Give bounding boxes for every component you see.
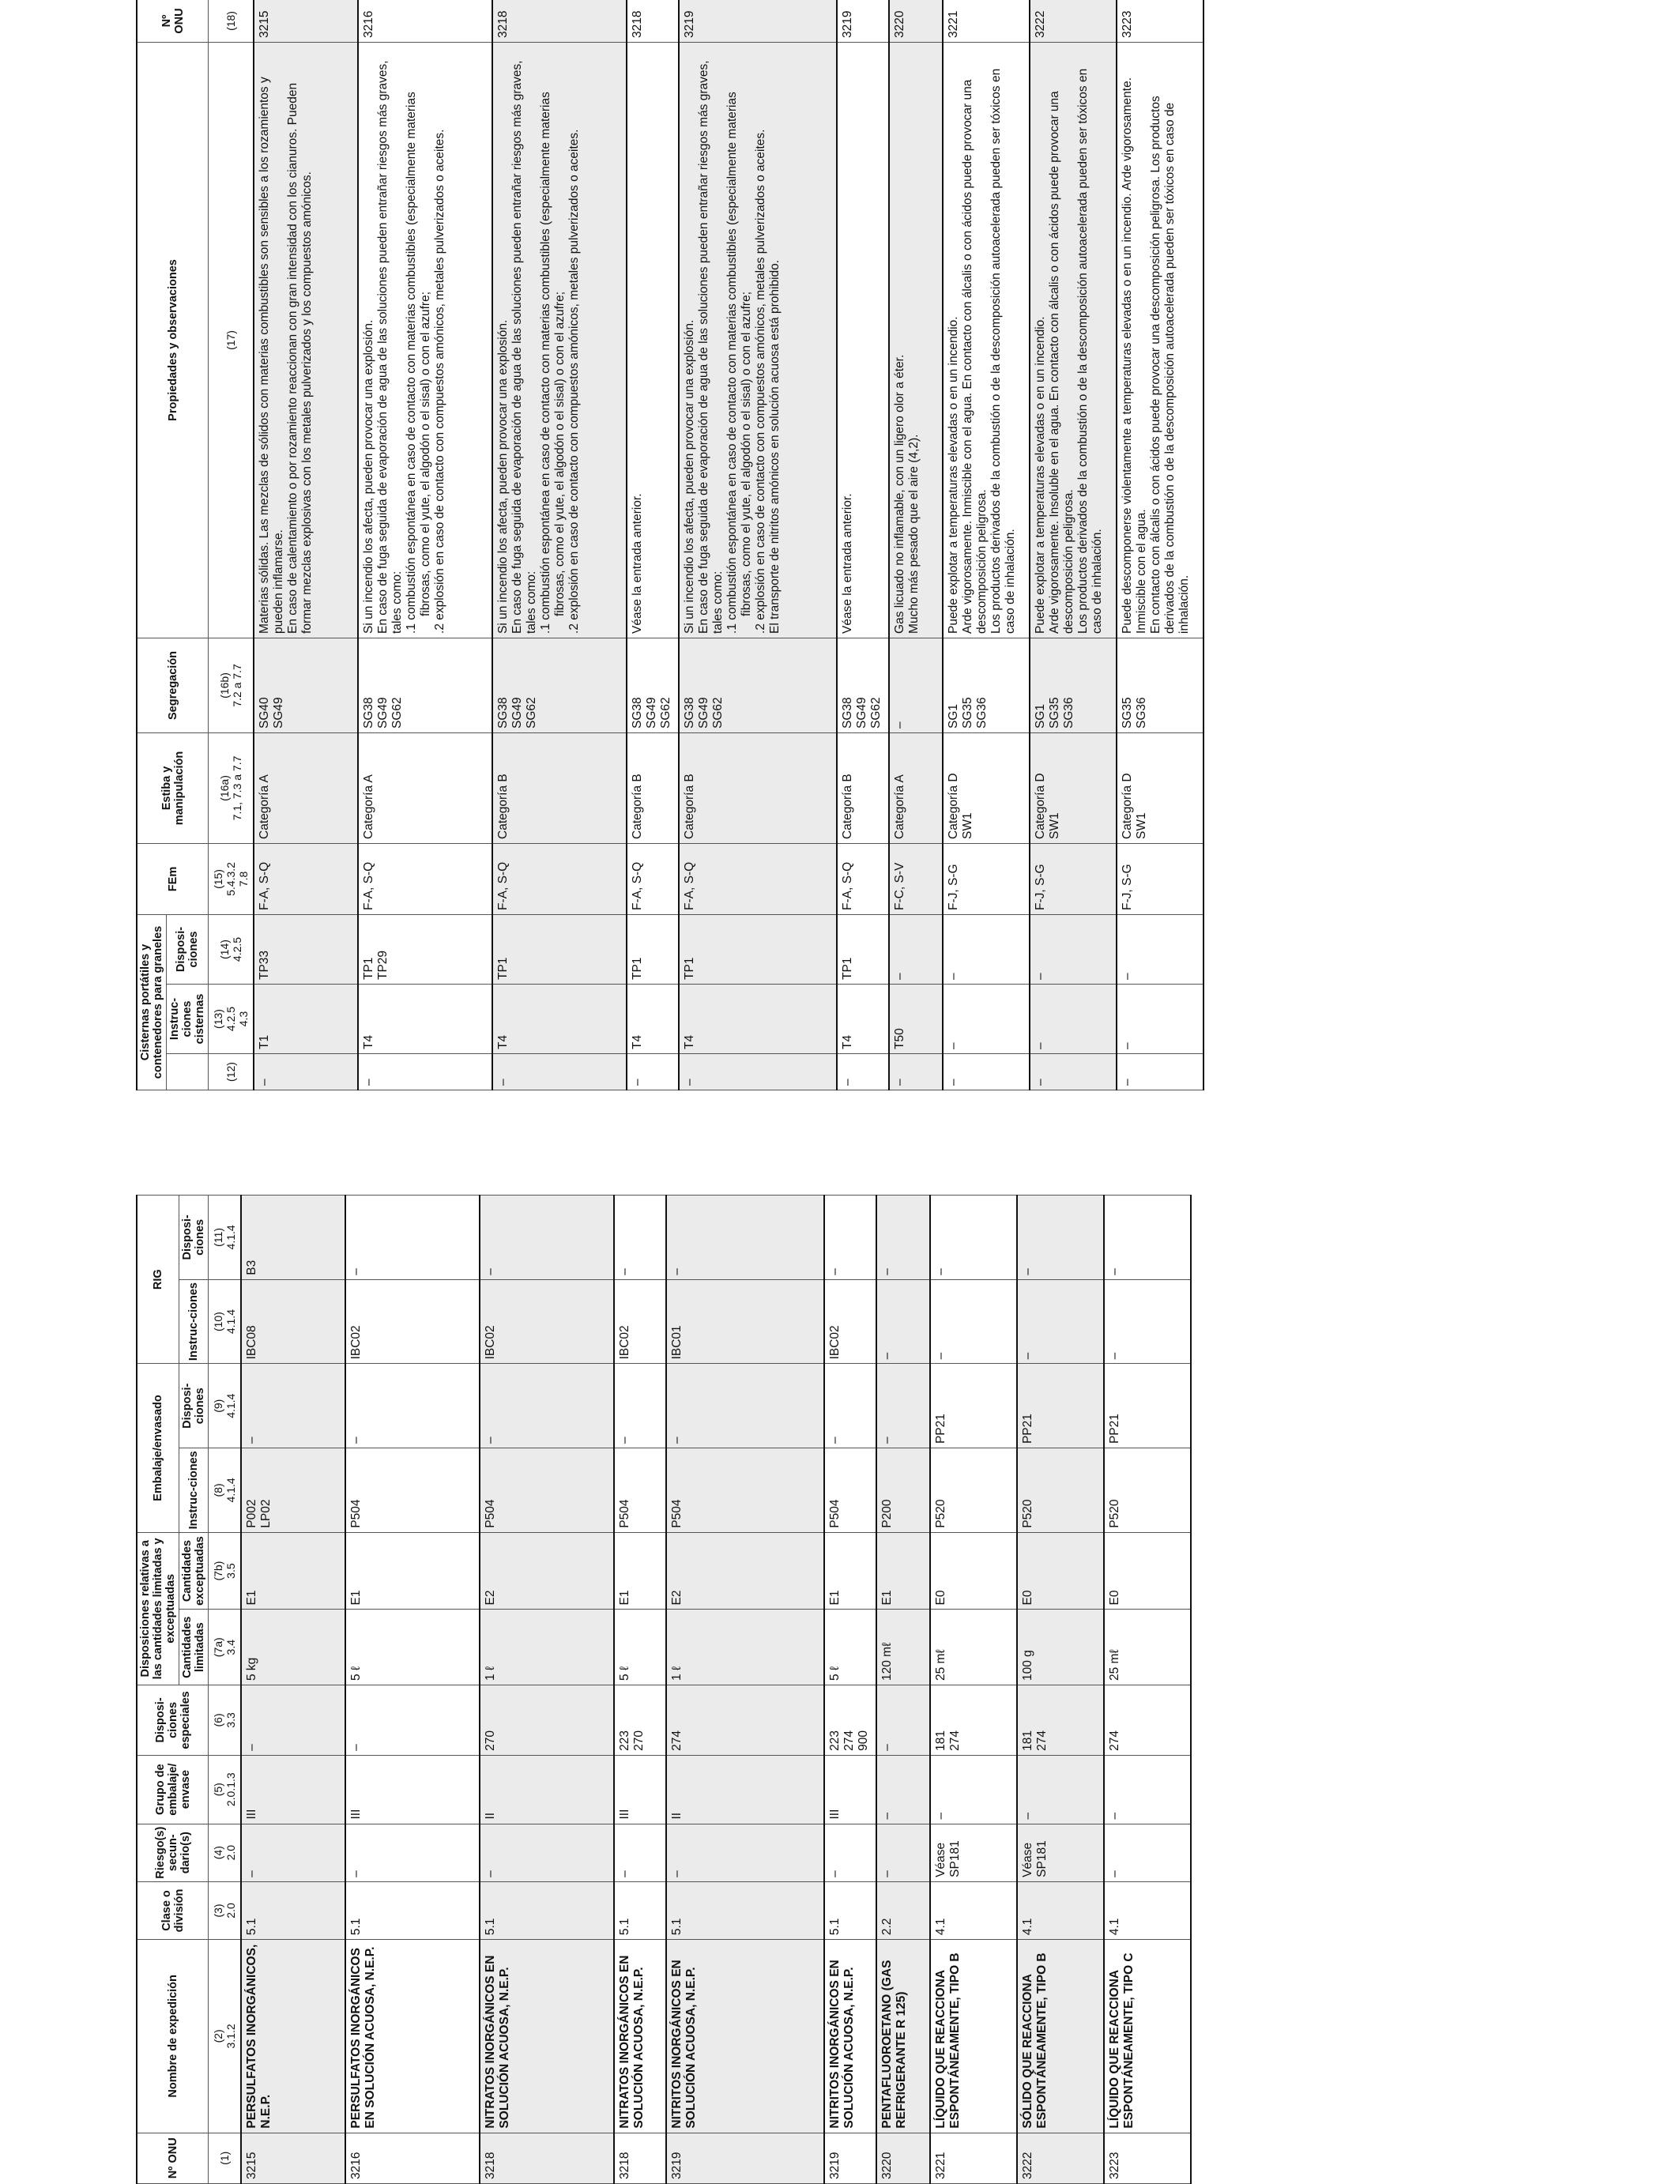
segregation-cell: SG38 SG49 SG62	[837, 638, 889, 732]
header-emb-instr: Instruc-ciones	[179, 1448, 209, 1533]
subsidiary-risk-cell: Véase SP181	[1017, 1824, 1104, 1881]
shipping-name-cell: PERSULFATOS INORGÁNICOS EN SOLUCIÓN ACUOSA, N.E.P.	[345, 1940, 480, 2133]
ibc-instruction-cell: –	[930, 1279, 1017, 1364]
shipping-name-cell: NITRITOS INORGÁNICOS EN SOLUCIÓN ACUOSA, N.E.P.	[824, 1940, 876, 2133]
stowage-cell: Categoría B	[627, 732, 679, 843]
header-propiedades: Propiedades y observaciones	[137, 42, 209, 638]
ibc-instruction-cell: –	[1104, 1279, 1191, 1364]
table-row	[614, 1196, 666, 2184]
table-row	[358, 0, 492, 1090]
packing-provision-cell: –	[480, 1364, 614, 1448]
tank-provision-cell: –	[1117, 914, 1203, 984]
table-row	[943, 0, 1030, 1090]
properties-paragraph: En contacto con álcalis o con ácidos puede provocar una descomposición peligrosa. Los productos derivados de la combustión o de la descomposición autoacelerada pueden ser tóxicos en caso de inhalación.	[1149, 96, 1191, 634]
segregation-cell: SG35 SG36	[1117, 638, 1203, 732]
limited-quantity-cell: 5 ℓ	[345, 1610, 480, 1685]
un-number-right-cell: 3221	[943, 0, 1030, 42]
properties-paragraph: Si un incendio los afecta, pueden provocar una explosión.	[496, 319, 510, 634]
un-number-right-cell: 3219	[837, 0, 889, 42]
excepted-quantity-cell: E0	[930, 1532, 1017, 1610]
segregation-cell: SG38 SG49 SG62	[627, 638, 679, 732]
colnum-10: (10) 4.1.4	[209, 1279, 242, 1364]
packing-provision-cell: PP21	[930, 1364, 1017, 1448]
stowage-cell: Categoría D SW1	[1117, 732, 1203, 843]
packing-instruction-cell: P520	[1017, 1448, 1104, 1533]
header-rig-instr: Instruc-ciones	[179, 1279, 209, 1364]
ibc-instruction-cell: IBC01	[666, 1279, 824, 1364]
properties-cell	[1030, 42, 1117, 638]
tank-instruction-cell: T4	[492, 985, 627, 1054]
stowage-cell: Categoría B	[492, 732, 627, 843]
colnum-6: (6) 3.3	[209, 1685, 242, 1756]
table-row	[345, 1196, 480, 2184]
properties-paragraph: Los productos derivados de la combustión o de la descomposición autoacelerada pueden ser tóxicos en caso de inhalación.	[1076, 68, 1104, 634]
packing-group-cell: III	[241, 1755, 345, 1824]
header-emb-disp: Disposi-ciones	[179, 1364, 209, 1448]
dangerous-goods-table-part-1	[136, 1195, 1192, 2184]
header-nombre: Nombre de expedición	[137, 1940, 209, 2133]
dangerous-goods-table-part-2	[136, 0, 1204, 1090]
table-row	[627, 0, 679, 1090]
ems-cell: F-A, S-Q	[358, 843, 492, 914]
ems-cell: F-J, S-G	[943, 843, 1030, 914]
shipping-name-cell: LÍQUIDO QUE REACCIONA ESPONTÁNEAMENTE, TIPO C	[1104, 1940, 1191, 2133]
colnum-16b: (16b) 7.2 a 7.7	[209, 638, 254, 732]
table-part-1	[136, 1195, 1484, 2184]
stowage-cell: Categoría A	[358, 732, 492, 843]
limited-quantity-cell: 25 mℓ	[930, 1610, 1017, 1685]
tank-provision-cell: TP1 TP29	[358, 914, 492, 984]
table-row	[1117, 0, 1203, 1090]
properties-paragraph: .1 combustión espontánea en caso de contacto con materias combustibles (especialmente materias fibrosas, como el yute, el algodón o el sisal) o con el azufre;	[405, 92, 432, 634]
header-clase: Clase o división	[137, 1881, 209, 1939]
packing-group-cell: III	[614, 1755, 666, 1824]
header-segregacion: Segregación	[137, 638, 209, 732]
excepted-quantity-cell: E1	[241, 1532, 345, 1610]
ibc-instruction-cell: IBC02	[614, 1279, 666, 1364]
shipping-name-cell: NITRITOS INORGÁNICOS EN SOLUCIÓN ACUOSA, N.E.P.	[666, 1940, 824, 2133]
subsidiary-risk-cell: –	[666, 1824, 824, 1881]
properties-paragraph: En caso de fuga seguida de evaporación de agua de las soluciones pueden entrañar riesgos más graves, tales como:	[697, 60, 725, 634]
class-cell: 5.1	[345, 1881, 480, 1939]
packing-group-cell: III	[345, 1755, 480, 1824]
properties-cell	[1117, 42, 1203, 638]
table-row	[1017, 1196, 1104, 2184]
special-provisions-cell: –	[345, 1685, 480, 1756]
ems-cell: F-A, S-Q	[627, 843, 679, 914]
ems-cell: F-A, S-Q	[837, 843, 889, 914]
tank-instruction-cell: T4	[837, 985, 889, 1054]
colnum-2: (2) 3.1.2	[209, 1940, 242, 2133]
packing-provision-cell: PP21	[1104, 1364, 1191, 1448]
colnum-12: (12)	[209, 1054, 254, 1090]
excepted-quantity-cell: E1	[824, 1532, 876, 1610]
class-cell: 4.1	[1017, 1881, 1104, 1939]
colnum-13: (13) 4.2.5 4.3	[209, 985, 254, 1054]
ibc-instruction-cell: IBC08	[241, 1279, 345, 1364]
excepted-quantity-cell: E2	[666, 1532, 824, 1610]
colnum-3: (3) 2.0	[209, 1881, 242, 1939]
limited-quantity-cell: 1 ℓ	[666, 1610, 824, 1685]
un-number-right-cell: 3216	[358, 0, 492, 42]
subsidiary-risk-cell: –	[614, 1824, 666, 1881]
packing-provision-cell: –	[824, 1364, 876, 1448]
ibc-instruction-cell: IBC02	[345, 1279, 480, 1364]
properties-paragraph: Véase la entrada anterior.	[631, 493, 644, 634]
properties-paragraph: Puede descomponerse violentamente a temperaturas elevadas o en un incendio. Arde vigorosamente. Inmiscible con el agua.	[1121, 77, 1148, 634]
table-row	[492, 0, 627, 1090]
un-number-cell: 3219	[824, 2133, 876, 2183]
packing-instruction-cell: P504	[480, 1448, 614, 1533]
tank-provision-cell: TP1	[627, 914, 679, 984]
un-number-right-cell: 3219	[679, 0, 837, 42]
col12-cell: –	[837, 1054, 889, 1090]
table-body-part-1	[241, 1196, 1191, 2184]
tank-instruction-cell: T4	[627, 985, 679, 1054]
ems-cell: F-C, S-V	[889, 843, 943, 914]
segregation-cell: SG40 SG49	[254, 638, 358, 732]
tank-instruction-cell: T4	[679, 985, 837, 1054]
segregation-cell: SG1 SG35 SG36	[943, 638, 1030, 732]
table-row	[241, 1196, 345, 2184]
packing-provision-cell: –	[666, 1364, 824, 1448]
class-cell: 5.1	[666, 1881, 824, 1939]
excepted-quantity-cell: E0	[1104, 1532, 1191, 1610]
un-number-cell: 3218	[480, 2133, 614, 2183]
limited-quantity-cell: 5 ℓ	[614, 1610, 666, 1685]
colnum-9: (9) 4.1.4	[209, 1364, 242, 1448]
excepted-quantity-cell: E0	[1017, 1532, 1104, 1610]
properties-cell	[358, 42, 492, 638]
class-cell: 5.1	[480, 1881, 614, 1939]
colnum-7a: (7a) 3.4	[209, 1610, 242, 1685]
tank-provision-cell: TP1	[679, 914, 837, 984]
header-embalaje-group: Embalaje/envasado	[137, 1364, 179, 1532]
ibc-provision-cell: –	[614, 1196, 666, 1280]
header-c12-empty	[167, 1054, 209, 1090]
limited-quantity-cell: 100 g	[1017, 1610, 1104, 1685]
special-provisions-cell: 223 274 900	[824, 1685, 876, 1756]
packing-group-cell: III	[824, 1755, 876, 1824]
limited-quantity-cell: 5 ℓ	[824, 1610, 876, 1685]
stowage-cell: Categoría A	[889, 732, 943, 843]
special-provisions-cell: 181 274	[1017, 1685, 1104, 1756]
header-fem: FEm	[137, 843, 209, 914]
shipping-name-cell: PERSULFATOS INORGÁNICOS, N.E.P.	[241, 1940, 345, 2133]
properties-cell	[254, 42, 358, 638]
class-cell: 4.1	[930, 1881, 1017, 1939]
colnum-11: (11) 4.1.4	[209, 1196, 242, 1280]
limited-quantity-cell: 1 ℓ	[480, 1610, 614, 1685]
packing-instruction-cell: P520	[930, 1448, 1017, 1533]
packing-provision-cell: PP21	[1017, 1364, 1104, 1448]
properties-paragraph: Los productos derivados de la combustión o de la descomposición autoacelerada pueden ser tóxicos en caso de inhalación.	[989, 68, 1017, 634]
col12-cell: –	[943, 1054, 1030, 1090]
colnum-18: (18)	[209, 0, 254, 42]
packing-provision-cell: –	[614, 1364, 666, 1448]
table-row	[837, 0, 889, 1090]
limited-quantity-cell: 25 mℓ	[1104, 1610, 1191, 1685]
segregation-cell: –	[889, 638, 943, 732]
colnum-14: (14) 4.2.5	[209, 914, 254, 984]
header-onu: Nº ONU	[137, 2133, 209, 2183]
ems-cell: F-A, S-Q	[492, 843, 627, 914]
tank-instruction-cell: –	[943, 985, 1030, 1054]
properties-cell	[627, 42, 679, 638]
properties-paragraph: En caso de fuga seguida de evaporación de agua de las soluciones pueden entrañar riesgos más graves, tales como:	[510, 60, 538, 634]
col12-cell: –	[889, 1054, 943, 1090]
header-rig-group: RIG	[137, 1196, 179, 1364]
properties-cell	[889, 42, 943, 638]
colnum-17: (17)	[209, 42, 254, 638]
properties-paragraph: Arde vigorosamente. Inmiscible con el agua. En contacto con álcalis o con ácidos puede provocar una descomposición peligrosa.	[961, 79, 989, 634]
tank-instruction-cell: T50	[889, 985, 943, 1054]
shipping-name-cell: LÍQUIDO QUE REACCIONA ESPONTÁNEAMENTE, TIPO B	[930, 1940, 1017, 2133]
colnum-15: (15) 5.4.3.2 7.8	[209, 843, 254, 914]
excepted-quantity-cell: E1	[876, 1532, 930, 1610]
header-exceptuadas: Cantidades exceptuadas	[179, 1532, 209, 1610]
table-part-2	[136, 0, 1484, 1090]
header-cist-disp: Disposi-ciones	[167, 914, 209, 984]
class-cell: 5.1	[241, 1881, 345, 1939]
packing-group-cell: –	[1017, 1755, 1104, 1824]
stowage-cell: Categoría D SW1	[943, 732, 1030, 843]
un-number-right-cell: 3218	[492, 0, 627, 42]
col12-cell: –	[358, 1054, 492, 1090]
ibc-instruction-cell: –	[876, 1279, 930, 1364]
properties-paragraph: En caso de fuga seguida de evaporación de agua de las soluciones pueden entrañar riesgos más graves, tales como:	[376, 60, 404, 634]
properties-paragraph: Puede explotar a temperaturas elevadas o en un incendio.	[1034, 316, 1047, 634]
header-estiba: Estiba y manipulación	[137, 732, 209, 843]
limited-quantity-cell: 5 kg	[241, 1610, 345, 1685]
ibc-provision-cell: –	[930, 1196, 1017, 1280]
colnum-5: (5) 2.0.1.3	[209, 1755, 242, 1824]
special-provisions-cell: 274	[1104, 1685, 1191, 1756]
header-cantidades-group: Disposiciones relativas a las cantidades limitadas y exceptuadas	[137, 1532, 179, 1685]
ems-cell: F-J, S-G	[1117, 843, 1203, 914]
tank-provision-cell: –	[943, 914, 1030, 984]
packing-group-cell: –	[876, 1755, 930, 1824]
un-number-right-cell: 3222	[1030, 0, 1117, 42]
properties-paragraph: Arde vigorosamente. Insoluble en el agua. En contacto con álcalis o con ácidos puede provocar una descomposición peligrosa.	[1048, 91, 1075, 634]
tank-provision-cell: –	[1030, 914, 1117, 984]
table-body-part-2	[254, 0, 1203, 1090]
header-grupo: Grupo de embalaje/ envase	[137, 1755, 209, 1824]
properties-paragraph: Materias sólidas. Las mezclas de sólidos con materias combustibles son sensibles a los rozamientos y pueden inflamarse.	[258, 77, 285, 634]
table-row	[889, 0, 943, 1090]
properties-paragraph: .2 explosión en caso de contacto con compuestos amónicos, metales pulverizados o aceites.	[754, 129, 767, 634]
un-number-right-cell: 3215	[254, 0, 358, 42]
tank-provision-cell: TP1	[837, 914, 889, 984]
excepted-quantity-cell: E1	[614, 1532, 666, 1610]
table-row	[1030, 0, 1117, 1090]
packing-group-cell: II	[480, 1755, 614, 1824]
special-provisions-cell: 223 270	[614, 1685, 666, 1756]
table-row	[876, 1196, 930, 2184]
packing-provision-cell: –	[241, 1364, 345, 1448]
table-row	[666, 1196, 824, 2184]
properties-paragraph: Si un incendio los afecta, pueden provocar una explosión.	[683, 319, 696, 634]
subsidiary-risk-cell: –	[241, 1824, 345, 1881]
colnum-16a: (16a) 7.1, 7.3 a 7.7	[209, 732, 254, 843]
tank-instruction-cell: –	[1117, 985, 1203, 1054]
stowage-cell: Categoría D SW1	[1030, 732, 1117, 843]
un-number-cell: 3215	[241, 2133, 345, 2183]
tank-provision-cell: TP1	[492, 914, 627, 984]
packing-instruction-cell: P002 LP02	[241, 1448, 345, 1533]
properties-paragraph: .2 explosión en caso de contacto con compuestos amónicos, metales pulverizados o aceites.	[567, 129, 581, 634]
ems-cell: F-J, S-G	[1030, 843, 1117, 914]
colnum-1: (1)	[209, 2133, 242, 2183]
properties-paragraph: .1 combustión espontánea en caso de contacto con materias combustibles (especialmente materias fibrosas, como el yute, el algodón o el sisal) o con el azufre;	[725, 92, 753, 634]
shipping-name-cell: PENTAFLUOROETANO (GAS REFRIGERANTE R 125)	[876, 1940, 930, 2133]
header-onu-right: Nº ONU	[137, 0, 209, 42]
shipping-name-cell: NITRATOS INORGÁNICOS EN SOLUCIÓN ACUOSA, N.E.P.	[614, 1940, 666, 2133]
col12-cell: –	[679, 1054, 837, 1090]
properties-paragraph: Mucho más pesado que el aire (4,2).	[907, 434, 921, 634]
packing-group-cell: –	[1104, 1755, 1191, 1824]
stowage-cell: Categoría A	[254, 732, 358, 843]
properties-cell	[943, 42, 1030, 638]
tank-provision-cell: TP33	[254, 914, 358, 984]
ems-cell: F-A, S-Q	[254, 843, 358, 914]
un-number-cell: 3222	[1017, 2133, 1104, 2183]
properties-paragraph: En caso de calentamiento o por rozamiento reaccionan con gran intensidad con los cianuros. Pueden formar mezclas explosivas con los metales pulverizados y los compuestos amónicos.	[286, 82, 314, 634]
un-number-cell: 3221	[930, 2133, 1017, 2183]
header-limitadas: Cantidades limitadas	[179, 1610, 209, 1685]
special-provisions-cell: 274	[666, 1685, 824, 1756]
un-number-right-cell: 3218	[627, 0, 679, 42]
ems-cell: F-A, S-Q	[679, 843, 837, 914]
header-rig-disp: Disposi-ciones	[179, 1196, 209, 1280]
packing-instruction-cell: P504	[614, 1448, 666, 1533]
limited-quantity-cell: 120 mℓ	[876, 1610, 930, 1685]
segregation-cell: SG38 SG49 SG62	[492, 638, 627, 732]
special-provisions-cell: 270	[480, 1685, 614, 1756]
subsidiary-risk-cell: –	[824, 1824, 876, 1881]
subsidiary-risk-cell: –	[480, 1824, 614, 1881]
ibc-provision-cell: B3	[241, 1196, 345, 1280]
ibc-provision-cell: –	[824, 1196, 876, 1280]
table-row	[480, 1196, 614, 2184]
special-provisions-cell: –	[876, 1685, 930, 1756]
un-number-cell: 3216	[345, 2133, 480, 2183]
packing-provision-cell: –	[345, 1364, 480, 1448]
properties-paragraph: Si un incendio los afecta, pueden provocar una explosión.	[362, 319, 375, 634]
packing-instruction-cell: P520	[1104, 1448, 1191, 1533]
properties-paragraph: El transporte de nitritos amónicos en solución acuosa está prohibido.	[768, 259, 782, 634]
table-row	[254, 0, 358, 1090]
un-number-cell: 3219	[666, 2133, 824, 2183]
header-cisternas-group: Cisternas portátiles y contenedores para graneles	[137, 914, 167, 1090]
segregation-cell: SG38 SG49 SG62	[679, 638, 837, 732]
ibc-provision-cell: –	[480, 1196, 614, 1280]
packing-group-cell: II	[666, 1755, 824, 1824]
tank-instruction-cell: T1	[254, 985, 358, 1054]
ibc-provision-cell: –	[666, 1196, 824, 1280]
properties-paragraph: Véase la entrada anterior.	[841, 493, 854, 634]
colnum-8: (8) 4.1.4	[209, 1448, 242, 1533]
un-number-cell: 3220	[876, 2133, 930, 2183]
ibc-instruction-cell: –	[1017, 1279, 1104, 1364]
un-number-cell: 3223	[1104, 2133, 1191, 2183]
segregation-cell: SG38 SG49 SG62	[358, 638, 492, 732]
col12-cell: –	[1117, 1054, 1203, 1090]
packing-instruction-cell: P504	[345, 1448, 480, 1533]
ibc-provision-cell: –	[345, 1196, 480, 1280]
subsidiary-risk-cell: –	[876, 1824, 930, 1881]
properties-paragraph: Puede explotar a temperaturas elevadas o en un incendio.	[947, 316, 960, 634]
stowage-cell: Categoría B	[679, 732, 837, 843]
properties-cell	[492, 42, 627, 638]
excepted-quantity-cell: E2	[480, 1532, 614, 1610]
shipping-name-cell: SÓLIDO QUE REACCIONA ESPONTÁNEAMENTE, TIPO B	[1017, 1940, 1104, 2133]
ibc-provision-cell: –	[1104, 1196, 1191, 1280]
tank-instruction-cell: T4	[358, 985, 492, 1054]
packing-instruction-cell: P504	[666, 1448, 824, 1533]
packing-instruction-cell: P200	[876, 1448, 930, 1533]
table-row	[824, 1196, 876, 2184]
tank-provision-cell: –	[889, 914, 943, 984]
packing-group-cell: –	[930, 1755, 1017, 1824]
table-row	[1104, 1196, 1191, 2184]
col12-cell: –	[627, 1054, 679, 1090]
tank-instruction-cell: –	[1030, 985, 1117, 1054]
col12-cell: –	[1030, 1054, 1117, 1090]
packing-instruction-cell: P504	[824, 1448, 876, 1533]
ibc-provision-cell: –	[1017, 1196, 1104, 1280]
properties-paragraph: .2 explosión en caso de contacto con compuestos amónicos, metales pulverizados o aceites.	[433, 129, 446, 634]
ibc-instruction-cell: IBC02	[824, 1279, 876, 1364]
properties-cell	[837, 42, 889, 638]
colnum-7b: (7b) 3.5	[209, 1532, 242, 1610]
ibc-instruction-cell: IBC02	[480, 1279, 614, 1364]
class-cell: 5.1	[824, 1881, 876, 1939]
col12-cell: –	[254, 1054, 358, 1090]
col12-cell: –	[492, 1054, 627, 1090]
class-cell: 5.1	[614, 1881, 666, 1939]
special-provisions-cell: –	[241, 1685, 345, 1756]
header-riesgo: Riesgo(s) secun-dario(s)	[137, 1824, 209, 1881]
properties-cell	[679, 42, 837, 638]
un-number-right-cell: 3223	[1117, 0, 1203, 42]
un-number-cell: 3218	[614, 2133, 666, 2183]
properties-paragraph: .1 combustión espontánea en caso de contacto con materias combustibles (especialmente materias fibrosas, como el yute, el algodón o el sisal) o con el azufre;	[539, 92, 567, 634]
header-instr-cisternas: Instruc-ciones cisternas	[167, 985, 209, 1054]
stowage-cell: Categoría B	[837, 732, 889, 843]
special-provisions-cell: 181 274	[930, 1685, 1017, 1756]
class-cell: 2.2	[876, 1881, 930, 1939]
subsidiary-risk-cell: Véase SP181	[930, 1824, 1017, 1881]
header-disp-especiales: Disposi-ciones especiales	[137, 1685, 209, 1756]
table-row	[930, 1196, 1017, 2184]
subsidiary-risk-cell: –	[1104, 1824, 1191, 1881]
colnum-4: (4) 2.0	[209, 1824, 242, 1881]
excepted-quantity-cell: E1	[345, 1532, 480, 1610]
properties-paragraph: Gas licuado no inflamable, con un ligero olor a éter.	[893, 354, 906, 634]
un-number-right-cell: 3220	[889, 0, 943, 42]
subsidiary-risk-cell: –	[345, 1824, 480, 1881]
shipping-name-cell: NITRATOS INORGÁNICOS EN SOLUCIÓN ACUOSA, N.E.P.	[480, 1940, 614, 2133]
packing-provision-cell: –	[876, 1364, 930, 1448]
table-row	[679, 0, 837, 1090]
segregation-cell: SG1 SG35 SG36	[1030, 638, 1117, 732]
class-cell: 4.1	[1104, 1881, 1191, 1939]
ibc-provision-cell: –	[876, 1196, 930, 1280]
